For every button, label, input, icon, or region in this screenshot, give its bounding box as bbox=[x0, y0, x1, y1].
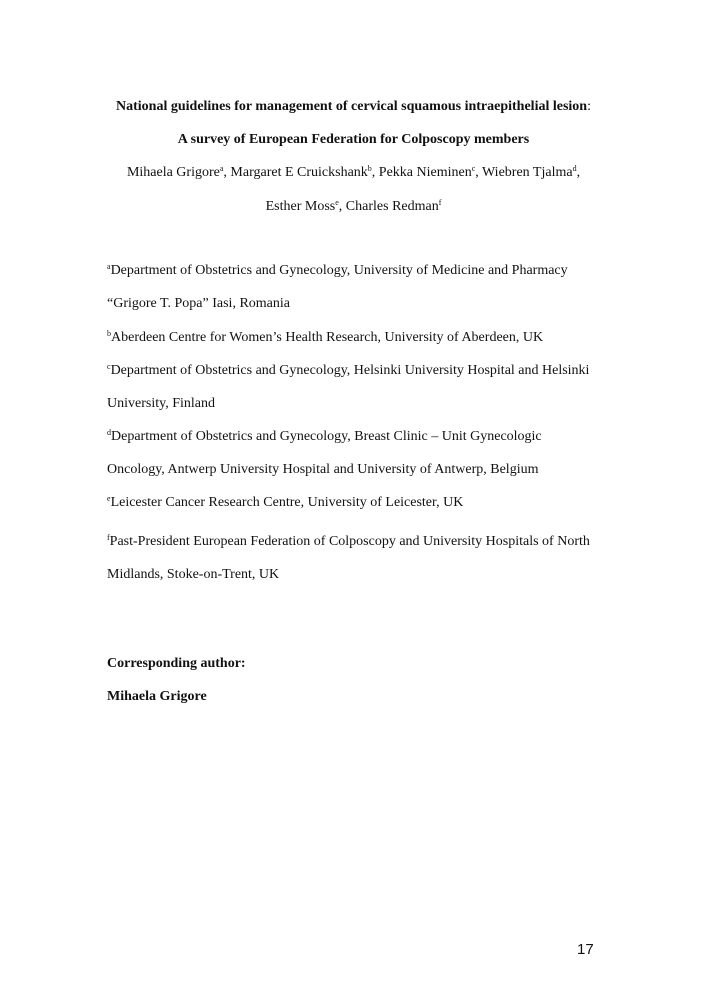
paper-title-text: National guidelines for management of cervical squamous intraepithelial lesion bbox=[116, 99, 588, 114]
affiliation-b: $^b$Aberdeen Centre for Women’s Health Research, University of Aberdeen, UK bbox=[107, 329, 544, 345]
author-name: Mihaela Grigore bbox=[126, 165, 220, 180]
affiliation-mark: e bbox=[107, 494, 111, 503]
paper-title-colon: : bbox=[587, 99, 591, 114]
affiliation-mark: c bbox=[107, 362, 111, 371]
affiliation-c-cont: University, Finland bbox=[107, 396, 215, 411]
affiliation-e: $^e$Leicester Cancer Research Centre, University of Leicester, UK bbox=[107, 494, 464, 510]
author-affiliation-mark: d bbox=[572, 164, 577, 173]
author-affiliation-mark: c bbox=[471, 164, 476, 173]
affiliation-f-cont: Midlands, Stoke-on-Trent, UK bbox=[107, 567, 280, 582]
paper-title-line-2: A survey of European Federation for Colposcopy members bbox=[177, 132, 530, 147]
affiliation-d: $^d$Department of Obstetrics and Gynecology, Breast Clinic – Unit Gynecologic bbox=[107, 428, 542, 444]
affiliation-a-cont: “Grigore T. Popa” Iasi, Romania bbox=[107, 296, 290, 311]
paper-title-line-1 bbox=[0, 99, 707, 115]
author-line-1: Mihaela Grigore$^a$, Margaret E Cruickshank$^b$, Pekka Nieminen$^c$, Wiebren Tjalma$^d$, bbox=[126, 164, 581, 180]
author-affiliation-mark: f bbox=[438, 198, 442, 207]
corresponding-author-name: Mihaela Grigore bbox=[107, 689, 207, 704]
author-line-2: Esther Moss$^e$, Charles Redman$^f$ bbox=[265, 198, 442, 214]
affiliation-c: $^c$Department of Obstetrics and Gynecology, Helsinki University Hospital and Helsinki bbox=[107, 362, 590, 378]
author-name: Charles Redman bbox=[345, 199, 439, 214]
affiliation-mark: f bbox=[107, 533, 110, 542]
author-name: Esther Moss bbox=[265, 199, 336, 214]
author-name: Pekka Nieminen bbox=[378, 165, 472, 180]
author-affiliation-mark: e bbox=[335, 198, 339, 207]
affiliation-mark: d bbox=[107, 428, 111, 437]
affiliation-mark: b bbox=[107, 329, 111, 338]
affiliation-a: $^a$Department of Obstetrics and Gynecology, University of Medicine and Pharmacy bbox=[107, 262, 568, 278]
author-name: Wiebren Tjalma bbox=[482, 165, 573, 180]
affiliation-f: $^f$Past-President European Federation of Colposcopy and University Hospitals of North bbox=[107, 533, 590, 549]
author-affiliation-mark: a bbox=[219, 164, 224, 173]
page-number: 17 bbox=[577, 941, 594, 958]
affiliation-d-cont: Oncology, Antwerp University Hospital and University of Antwerp, Belgium bbox=[107, 462, 539, 477]
affiliation-mark: a bbox=[107, 262, 111, 271]
corresponding-author-label: Corresponding author: bbox=[107, 656, 246, 671]
author-name: Margaret E Cruickshank bbox=[230, 165, 368, 180]
author-affiliation-mark: b bbox=[367, 164, 372, 173]
